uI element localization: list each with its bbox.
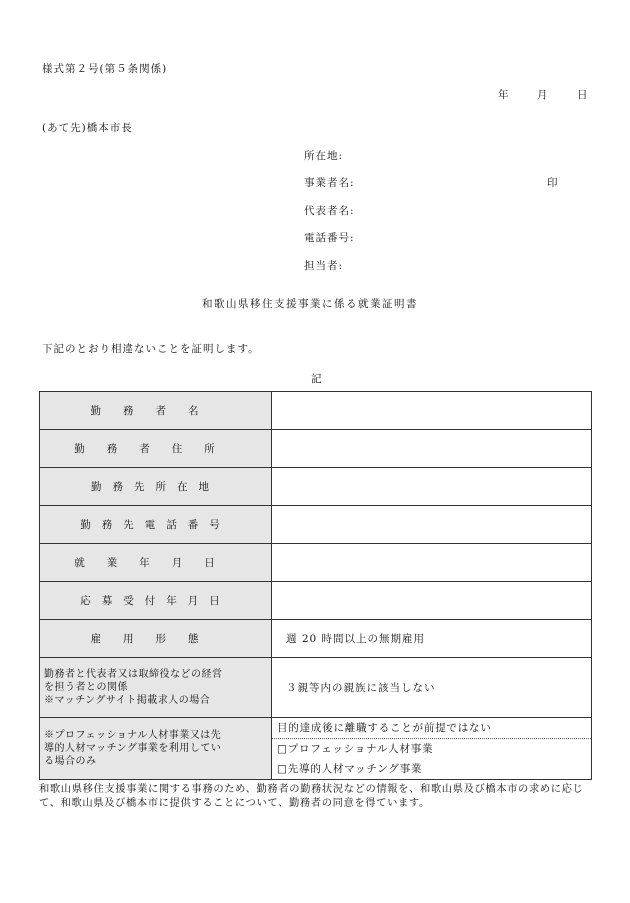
- employment-date-label: 就業年月日: [40, 544, 272, 582]
- table-row: [40, 392, 592, 430]
- worker-name-label: 勤務者名: [40, 392, 272, 430]
- seal-mark: 印: [547, 177, 558, 189]
- table-row: [40, 718, 592, 780]
- phone-label: 電話番号:: [304, 232, 355, 244]
- consent-note: 和歌山県移住支援事業に関する事務のため、勤務者の勤務状況などの情報を、和歌山県及び橋本市の求めに応じて、和歌山県及び橋本市に提供することについて、勤務者の同意を得ています。: [39, 783, 584, 809]
- workplace-phone-label: 勤務先電話番号: [40, 506, 272, 544]
- relation-label-line: を担う者との関係: [44, 682, 128, 693]
- table-row: [40, 658, 592, 718]
- relation-label: [40, 658, 272, 718]
- certificate-table: [39, 391, 592, 780]
- employment-date-field[interactable]: [272, 544, 592, 582]
- employment-type-value: 週 20 時間以上の無期雇用: [272, 620, 592, 658]
- worker-address-field[interactable]: [272, 430, 592, 468]
- workplace-address-field[interactable]: [272, 468, 592, 506]
- worker-address-label: 勤務者住所: [40, 430, 272, 468]
- worker-name-field[interactable]: [272, 392, 592, 430]
- leading-talent-checkbox[interactable]: □先導的人材マッチング事業: [277, 763, 423, 775]
- application-date-field[interactable]: [272, 582, 592, 620]
- address-label: 所在地:: [304, 150, 344, 162]
- professional-label-line: る場合のみ: [44, 756, 97, 767]
- professional-label-line: ※プロフェッショナル人材事業又は先: [44, 730, 222, 741]
- relation-label-line: ※マッチングサイト掲載求人の場合: [44, 695, 211, 706]
- representative-label: 代表者名:: [304, 205, 355, 217]
- date-month: 月: [537, 89, 548, 101]
- workplace-phone-field[interactable]: [272, 506, 592, 544]
- table-row: [40, 544, 592, 582]
- company-label: 事業者名:: [304, 177, 355, 189]
- professional-talent-checkbox[interactable]: □プロフェッショナル人材事業: [277, 743, 434, 755]
- table-row: [40, 506, 592, 544]
- employment-type-label: 雇用形態: [40, 620, 272, 658]
- date-year: 年: [498, 89, 509, 101]
- table-row: [40, 582, 592, 620]
- table-row: [40, 468, 592, 506]
- table-row: [40, 430, 592, 468]
- addressee: (あて先)橋本市長: [42, 122, 133, 134]
- record-heading: 記: [311, 373, 322, 385]
- document-title: 和歌山県移住支援事業に係る就業証明書: [202, 298, 418, 310]
- date-day: 日: [577, 89, 588, 101]
- workplace-address-label: 勤務先所在地: [40, 468, 272, 506]
- intro-text: 下記のとおり相違ないことを証明します。: [42, 343, 260, 355]
- application-date-label: 応募受付年月日: [40, 582, 272, 620]
- professional-options: [272, 718, 592, 780]
- contact-label: 担当者:: [304, 260, 344, 272]
- relation-label-line: 勤務者と代表者又は取締役などの経営: [44, 669, 223, 680]
- no-resignation-option: 目的達成後に離職することが前提ではない: [272, 718, 591, 739]
- relation-value: ３親等内の親族に該当しない: [272, 658, 592, 718]
- professional-label: [40, 718, 272, 780]
- professional-label-line: 導的人材マッチング事業を利用してい: [44, 743, 222, 754]
- form-number: 様式第２号(第５条関係): [42, 63, 168, 75]
- table-row: [40, 620, 592, 658]
